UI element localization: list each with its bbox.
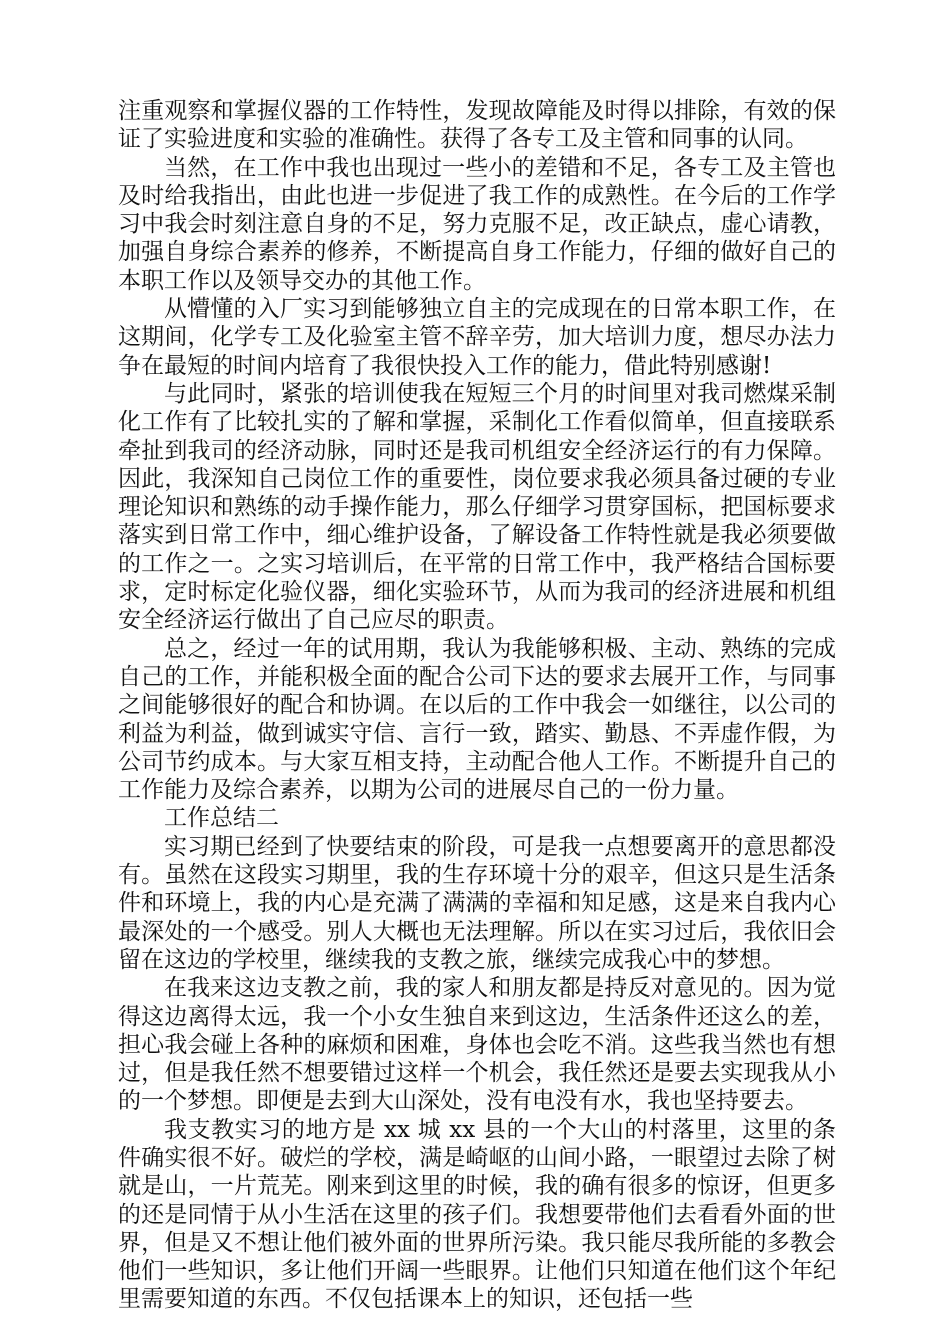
- paragraph-teaching-location: 我支教实习的地方是 xx 城 xx 县的一个大山的村落里，这里的条件确实很不好。破烂的学校，满是崎岖的山间小路，一眼望过去除了树就是山，一片荒芜。刚来到这里的时候，我的确有很多的惊讶，但更多的还是同情于从小生活在这里的孩子们。我想要带他们去看看外面的世界，但是又不想让他们被外面的世界所污染。我只能尽我所能的多教会他们一些知识，多让他们开阔一些眼界。让他们只知道在他们这个年纪里需要知道的东西。不仅包括课本上的知识，还包括一些: [118, 1116, 836, 1313]
- paragraph-training-details: 与此同时，紧张的培训使我在短短三个月的时间里对我司燃煤采制化工作有了比较扎实的了解和掌握，采制化工作看似简单，但直接联系牵扯到我司的经济动脉，同时还是我司机组安全经济运行的有力保障。因此，我深知自己岗位工作的重要性，岗位要求我必须具备过硬的专业理论知识和熟练的动手操作能力，那么仔细学习贯穿国标，把国标要求落实到日常工作中，细心维护设备，了解设备工作特性就是我必须要做的工作之一。之实习培训后，在平常的日常工作中，我严格结合国标要求，定时标定化验仪器，细化实验环节，从而为我司的经济进展和机组安全经济运行做出了自己应尽的职责。: [118, 380, 836, 634]
- paragraph-internship-end: 实习期已经到了快要结束的阶段，可是我一点想要离开的意思都没有。虽然在这段实习期里，我的生存环境十分的艰辛，但这只是生活条件和环境上，我的内心是充满了满满的幸福和知足感，这是来自我内心最深处的一个感受。别人大概也无法理解。所以在实习过后，我依旧会留在这边的学校里，继续我的支教之旅，继续完成我心中的梦想。: [118, 833, 836, 973]
- paragraph-shortcomings: 当然，在工作中我也出现过一些小的差错和不足，各专工及主管也及时给我指出，由此也进一步促进了我工作的成熟性。在今后的工作学习中我会时刻注意自身的不足，努力克服不足，改正缺点，虚心请教，加强自身综合素养的修养，不断提高自身工作能力，仔细的做好自己的本职工作以及领导交办的其他工作。: [118, 154, 836, 294]
- section-heading: 工作总结二: [164, 805, 279, 832]
- paragraph-continued: 注重观察和掌握仪器的工作特性，发现故障能及时得以排除，有效的保证了实验进度和实验的准确性。获得了各专工及主管和同事的认同。: [118, 98, 836, 153]
- paragraph-conclusion: 总之，经过一年的试用期，我认为我能够积极、主动、熟练的完成自己的工作，并能积极全面的配合公司下达的要求去展开工作，与同事之间能够很好的配合和协调。在以后的工作中我会一如继往，以公司的利益为利益，做到诚实守信、言行一致，踏实、勤恳、不弄虚作假，为公司节约成本。与大家互相支持，主动配合他人工作。不断提升自己的工作能力及综合素养，以期为公司的进展尽自己的一份力量。: [118, 635, 836, 804]
- paragraph-family-opinion: 在我来这边支教之前，我的家人和朋友都是持反对意见的。因为觉得这边离得太远，我一个小女生独自来到这边，生活条件还这么的差，担心我会碰上各种的麻烦和困难，身体也会吃不消。这些我当然也有想过，但是我任然不想要错过这样一个机会，我任然还是要去实现我从小的一个梦想。即便是去到大山深处，没有电没有水，我也坚持要去。: [118, 975, 836, 1115]
- paragraph-training-thanks: 从懵懂的入厂实习到能够独立自主的完成现在的日常本职工作，在这期间，化学专工及化验室主管不辞辛劳，加大培训力度，想尽办法力争在最短的时间内培育了我很快投入工作的能力，借此特别感谢!: [118, 296, 836, 379]
- document-page: [118, 97, 836, 1314]
